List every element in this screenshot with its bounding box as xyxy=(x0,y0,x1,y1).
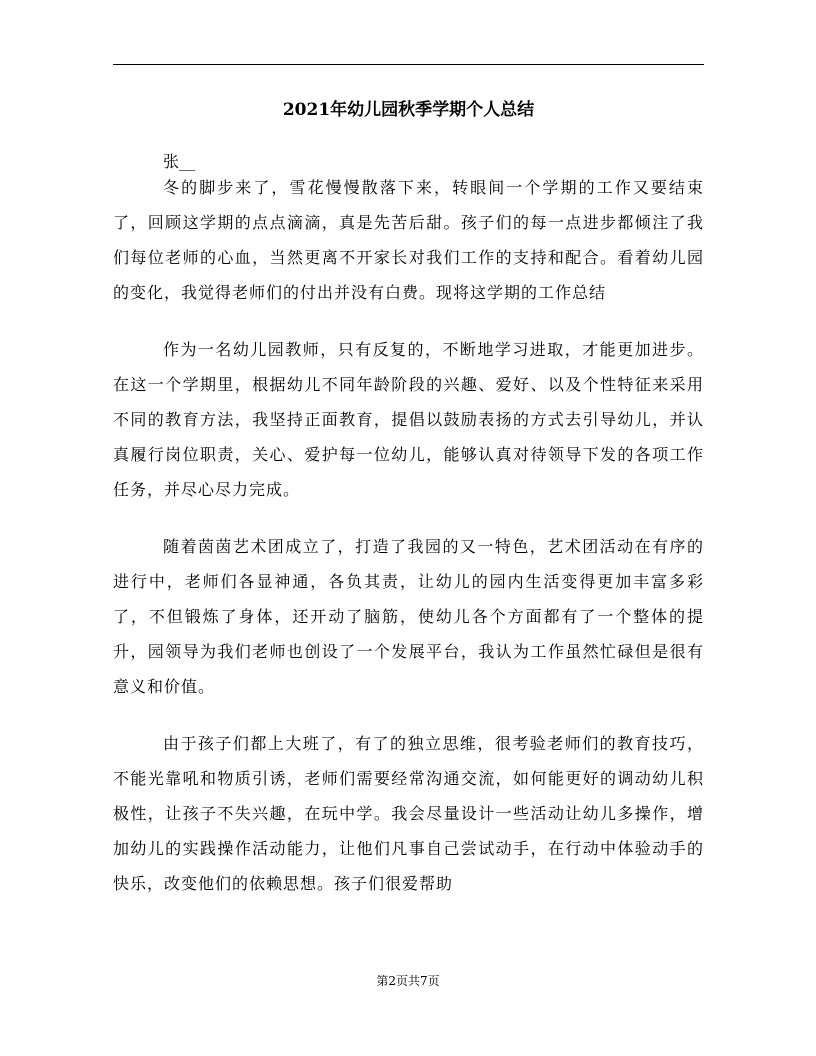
paragraph-2: 作为一名幼儿园教师，只有反复的，不断地学习进取，才能更加进步。在这一个学期里，根据幼儿不同年龄阶段的兴趣、爱好、以及个性特征来采用不同的教育方法，我坚持正面教育，提倡以鼓励表扬的方式去引导幼儿，并认真履行岗位职责，关心、爱护每一位幼儿，能够认真对待领导下发的各项工作任务，并尽心尽力完成。 xyxy=(113,340,704,499)
header-rule xyxy=(113,64,704,65)
paragraph-4: 由于孩子们都上大班了，有了的独立思维，很考验老师们的教育技巧，不能光靠吼和物质引诱，老师们需要经常沟通交流，如何能更好的调动幼儿积极性，让孩子不失兴趣，在玩中学。我会尽量设计一些活动让幼儿多操作，增加幼儿的实践操作活动能力，让他们凡事自己尝试动手，在行动中体验动手的快乐，改变他们的依赖思想。孩子们很爱帮助 xyxy=(113,734,704,893)
document-title: 2021年幼儿园秋季学期个人总结 xyxy=(282,100,535,120)
paragraph-1: 冬的脚步来了，雪花慢慢散落下来，转眼间一个学期的工作又要结束了，回顾这学期的点点滴滴，真是先苦后甜。孩子们的每一点进步都倾注了我们每位老师的心血，当然更离不开家长对我们工作的支持和配合。看着幼儿园的变化，我觉得老师们的付出并没有白费。现将这学期的工作总结 xyxy=(113,178,704,302)
document-body xyxy=(113,170,704,923)
page-number-footer: 第2页共7页 xyxy=(376,974,440,988)
paragraph-3: 随着茵茵艺术团成立了，打造了我园的又一特色，艺术团活动在有序的进行中，老师们各显神通，各负其责，让幼儿的园内生活变得更加丰富多彩了，不但锻炼了身体，还开动了脑筋，使幼儿各个方面都有了一个整体的提升，园领导为我们老师也创设了一个发展平台，我认为工作虽然忙碌但是很有意义和价值。 xyxy=(113,537,704,696)
author-name: 张__ xyxy=(163,152,196,171)
